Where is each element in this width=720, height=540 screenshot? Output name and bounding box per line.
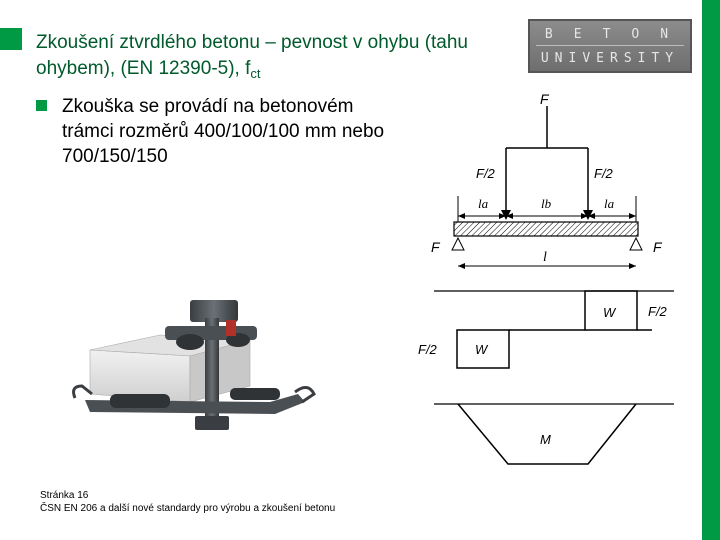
label-reaction-right: F xyxy=(653,239,662,255)
slide-title-main: Zkoušení ztvrdlého betonu – pevnost v ohybu (tahu ohybem), (EN 12390-5), f xyxy=(36,32,468,79)
flexural-testing-machine-image xyxy=(70,290,320,450)
label-half-load-left: F/2 xyxy=(476,166,495,181)
label-lb: lb xyxy=(541,196,552,211)
bullet-item xyxy=(36,94,396,169)
bullet-text: Zkouška se provádí na betonovém trámci rozměrů 400/100/100 mm nebo 700/150/150 xyxy=(62,96,385,167)
footer-source: ČSN EN 206 a další nové standardy pro výrobu a zkoušení betonu xyxy=(40,503,336,514)
footer xyxy=(40,489,420,515)
label-half-load-right: F/2 xyxy=(594,166,613,181)
logo-line-2: UNIVERSITY xyxy=(540,51,680,66)
label-shear-bottom-w: W xyxy=(475,342,488,357)
logo-line-1: BETON xyxy=(544,27,690,42)
label-reaction-left: F xyxy=(431,239,440,255)
footer-page-number: Stránka 16 xyxy=(40,490,89,501)
logo-divider xyxy=(536,45,684,46)
accent-bar xyxy=(702,0,720,540)
bullet-square-icon xyxy=(36,100,47,111)
label-la-right: la xyxy=(604,196,615,211)
slide-title xyxy=(36,30,506,82)
accent-square xyxy=(0,28,22,50)
label-shear-top-f2: F/2 xyxy=(648,304,667,319)
beton-university-logo xyxy=(528,19,692,73)
label-la-left: la xyxy=(478,196,489,211)
label-span-l: l xyxy=(543,250,547,265)
four-point-bending-diagram xyxy=(412,86,702,506)
slide-title-subscript: ct xyxy=(250,66,261,81)
label-moment-m: M xyxy=(540,432,551,447)
label-load-f: F xyxy=(540,91,549,107)
label-shear-bottom-f2: F/2 xyxy=(418,342,437,357)
label-shear-top-w: W xyxy=(603,305,616,320)
